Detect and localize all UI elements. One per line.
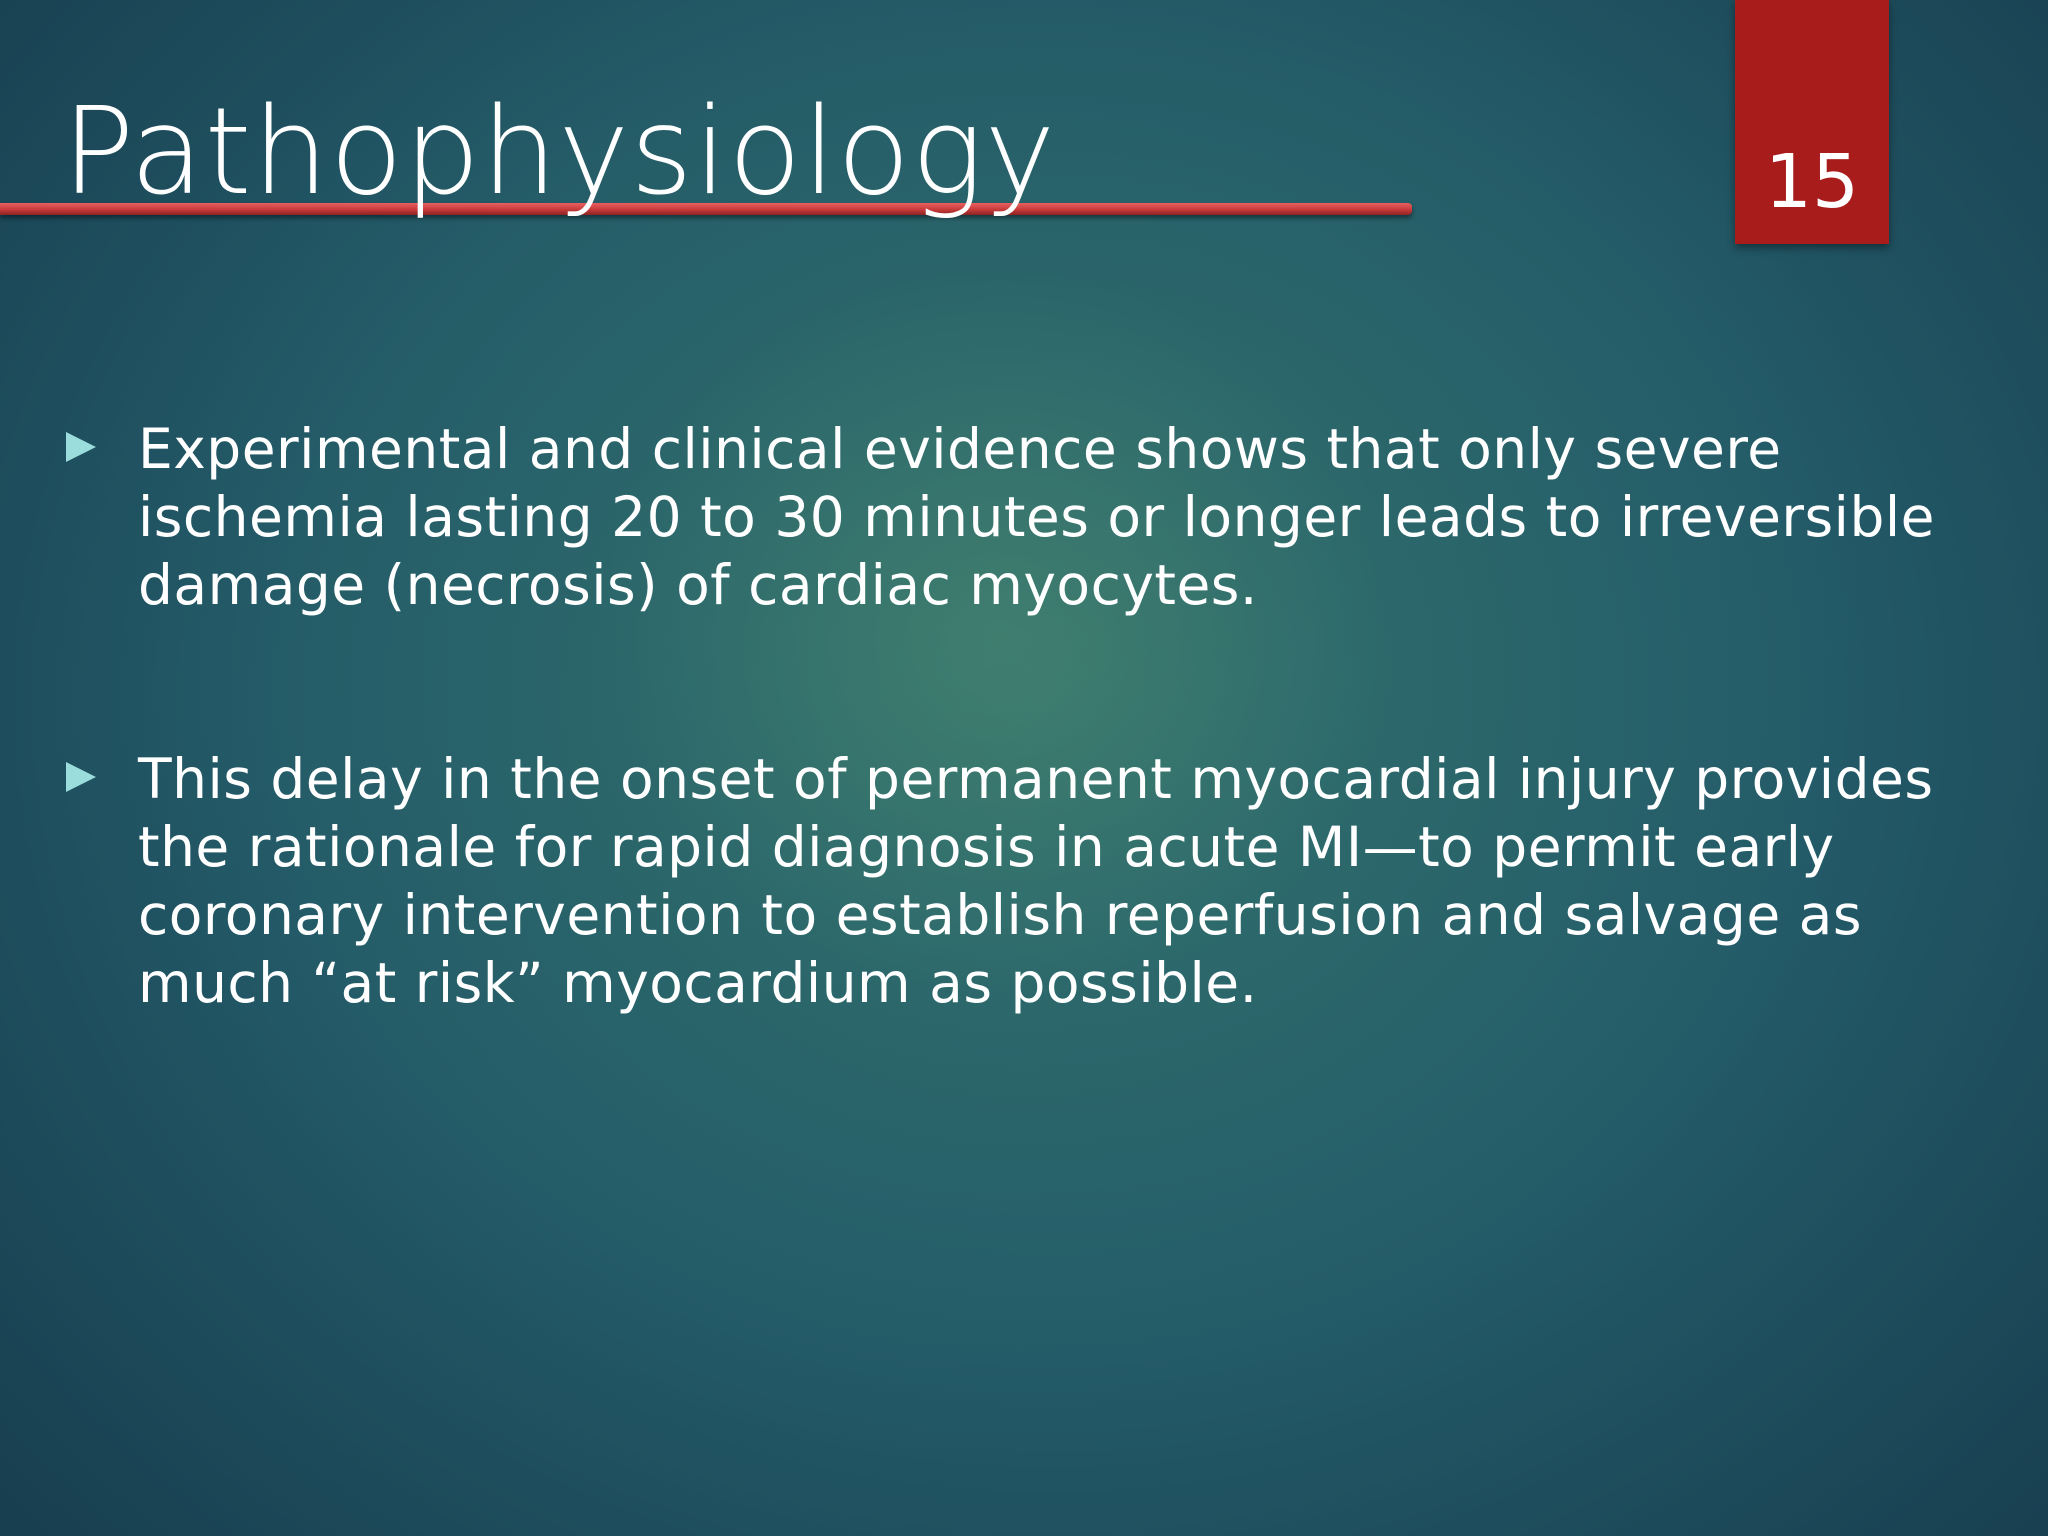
- bullet-line: ischemia lasting 20 to 30 minutes or longer leads to irreversible: [138, 485, 1935, 549]
- bullet-line: much “at risk” myocardium as possible.: [138, 951, 1258, 1015]
- bullet-line: This delay in the onset of permanent myocardial injury provides: [138, 747, 1934, 811]
- bullet-line: the rationale for rapid diagnosis in acute MI—to permit early: [138, 815, 1835, 879]
- bullet-line: damage (necrosis) of cardiac myocytes.: [138, 553, 1258, 617]
- triangle-right-icon: [66, 432, 96, 462]
- triangle-right-icon: [66, 762, 96, 792]
- page-number-badge: [1735, 0, 1889, 244]
- bullet-text: [138, 745, 1934, 1017]
- page-number: 15: [1764, 139, 1860, 225]
- slide-title: Pathophysiology: [62, 83, 1057, 222]
- bullet-line: Experimental and clinical evidence shows that only severe: [138, 417, 1782, 481]
- bullet-text: [138, 415, 1935, 619]
- bullet-line: coronary intervention to establish reperfusion and salvage as: [138, 883, 1863, 947]
